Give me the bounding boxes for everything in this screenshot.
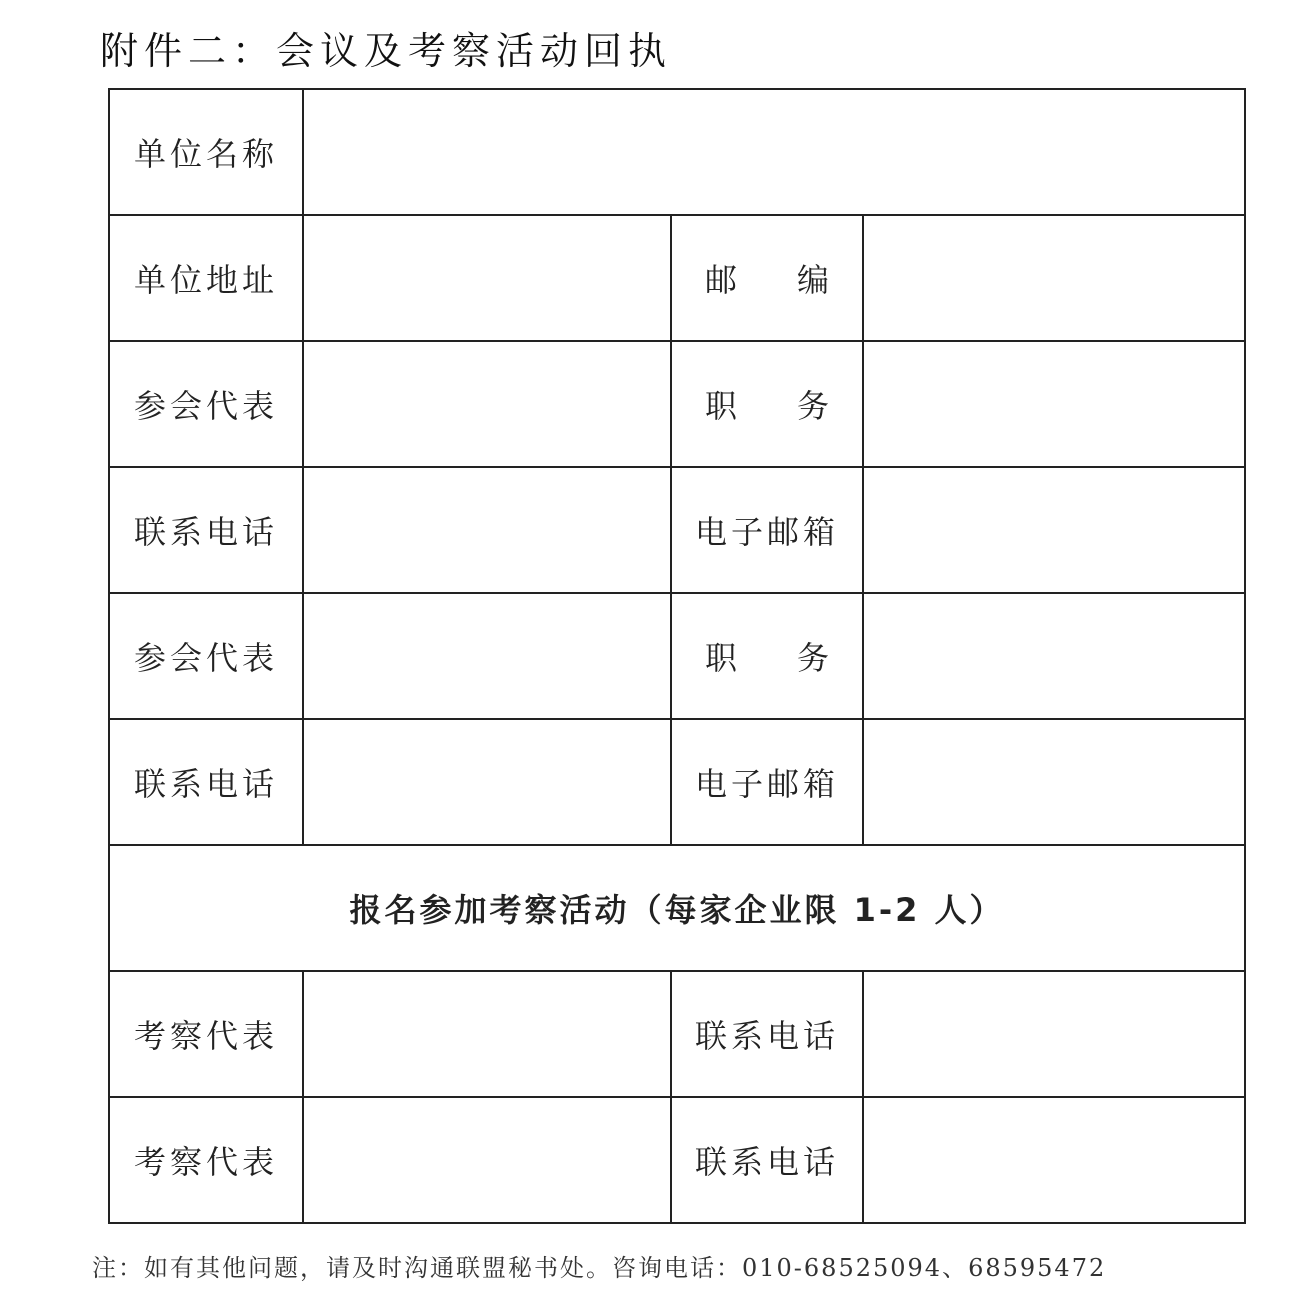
postcode-field[interactable]	[863, 215, 1245, 341]
rep2-row	[109, 593, 1245, 719]
postcode-label: 邮 编	[671, 215, 863, 341]
rep2-label: 参会代表	[109, 593, 303, 719]
inspection-rep2-label: 考察代表	[109, 1097, 303, 1223]
inspection-phone1-field[interactable]	[863, 971, 1245, 1097]
rep2-field[interactable]	[303, 593, 671, 719]
org-name-field[interactable]	[303, 89, 1245, 215]
phone1-label: 联系电话	[109, 467, 303, 593]
phone2-field[interactable]	[303, 719, 671, 845]
rep2-position-field[interactable]	[863, 593, 1245, 719]
footnote: 注：如有其他问题，请及时沟通联盟秘书处。咨询电话：010-68525094、68595472	[92, 1254, 1107, 1282]
inspection-phone1-label: 联系电话	[671, 971, 863, 1097]
org-name-label: 单位名称	[109, 89, 303, 215]
rep2-position-label: 职 务	[671, 593, 863, 719]
phone1-field[interactable]	[303, 467, 671, 593]
email1-label: 电子邮箱	[671, 467, 863, 593]
inspection-rep1-label: 考察代表	[109, 971, 303, 1097]
rep1-field[interactable]	[303, 341, 671, 467]
email2-field[interactable]	[863, 719, 1245, 845]
phone1-row	[109, 467, 1245, 593]
org-name-row	[109, 89, 1245, 215]
inspection-phone2-label: 联系电话	[671, 1097, 863, 1223]
inspection-section-heading: 报名参加考察活动（每家企业限 1-2 人）	[109, 845, 1245, 971]
inspection-rep2-field[interactable]	[303, 1097, 671, 1223]
registration-form	[108, 88, 1246, 1224]
org-address-field[interactable]	[303, 215, 671, 341]
section-row	[109, 845, 1245, 971]
inspection-row-1	[109, 971, 1245, 1097]
page-title: 附件二：会议及考察活动回执	[100, 29, 673, 73]
email2-label: 电子邮箱	[671, 719, 863, 845]
inspection-row-2	[109, 1097, 1245, 1223]
phone2-row	[109, 719, 1245, 845]
org-address-label: 单位地址	[109, 215, 303, 341]
rep1-label: 参会代表	[109, 341, 303, 467]
phone2-label: 联系电话	[109, 719, 303, 845]
inspection-rep1-field[interactable]	[303, 971, 671, 1097]
rep1-row	[109, 341, 1245, 467]
org-address-row	[109, 215, 1245, 341]
rep1-position-field[interactable]	[863, 341, 1245, 467]
email1-field[interactable]	[863, 467, 1245, 593]
inspection-phone2-field[interactable]	[863, 1097, 1245, 1223]
rep1-position-label: 职 务	[671, 341, 863, 467]
